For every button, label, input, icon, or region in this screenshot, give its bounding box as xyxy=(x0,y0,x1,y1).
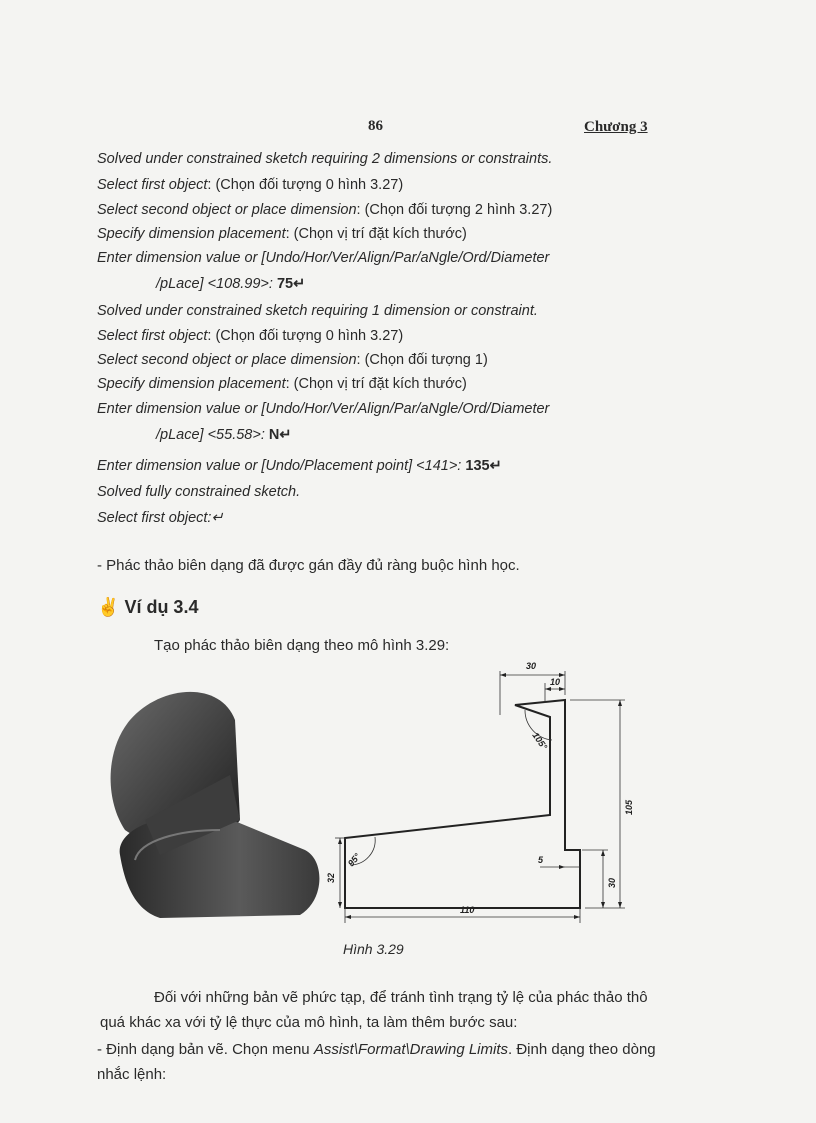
command-line: Solved under constrained sketch requiring 1 dimension or constraint. xyxy=(97,303,538,319)
command-line: Select first object:↵ xyxy=(97,510,224,526)
dim-30-bottom: 30 xyxy=(607,877,617,888)
dim-angle-105: 105° xyxy=(530,730,550,752)
dim-110: 110 xyxy=(460,905,475,915)
dim-32: 32 xyxy=(326,872,336,883)
command-line: Select first object: (Chọn đối tượng 0 hình 3.27) xyxy=(97,177,404,193)
command-line: Specify dimension placement: (Chọn vị trí đặt kích thước) xyxy=(97,376,467,392)
paragraph-menu: - Định dạng bản vẽ. Chọn menu Assist\Format\Drawing Limits. Định dạng theo dòng nhắc lệnh: xyxy=(97,1041,656,1083)
paragraph: Đối với những bản vẽ phức tạp, để tránh tình trạng tỷ lệ của phác thảo thô quá khác xa với tỷ lệ thực của mô hình, ta làm thêm bước sau: xyxy=(100,989,648,1031)
hand-icon: ✌ xyxy=(97,597,120,617)
dim-10: 10 xyxy=(550,677,561,687)
command-line: /pLace] <55.58>: N↵ xyxy=(156,427,292,443)
command-line: Solved under constrained sketch requiring 2 dimensions or constraints. xyxy=(97,151,553,167)
chapter-title: Chương 3 xyxy=(584,119,648,135)
command-line: Select second object or place dimension: (Chọn đối tượng 1) xyxy=(97,352,488,368)
example-heading: ✌ Ví dụ 3.4 xyxy=(97,597,199,617)
dim-30: 30 xyxy=(526,661,537,671)
dim-5: 5 xyxy=(538,855,544,865)
command-line: Enter dimension value or [Undo/Placement point] <141>: 135↵ xyxy=(97,458,502,474)
command-line: Enter dimension value or [Undo/Hor/Ver/Align/Par/aNgle/Ord/Diameter xyxy=(97,401,550,417)
command-line: Solved fully constrained sketch. xyxy=(97,484,301,500)
command-line: Specify dimension placement: (Chọn vị trí đặt kích thước) xyxy=(97,226,467,242)
command-line: Select first object: (Chọn đối tượng 0 hình 3.27) xyxy=(97,328,404,344)
figure-caption: Hình 3.29 xyxy=(343,941,404,957)
dim-105: 105 xyxy=(624,799,634,815)
note-text: - Phác thảo biên dạng đã được gán đầy đủ ràng buộc hình học. xyxy=(97,557,520,574)
command-line: Enter dimension value or [Undo/Hor/Ver/Align/Par/aNgle/Ord/Diameter xyxy=(97,250,550,266)
command-line: /pLace] <108.99>: 75↵ xyxy=(156,276,306,292)
model-3d-illustration xyxy=(100,680,340,920)
dim-angle-95: 95° xyxy=(345,851,363,869)
sketch-drawing xyxy=(320,655,650,930)
example-intro: Tạo phác thảo biên dạng theo mô hình 3.29: xyxy=(154,637,450,654)
page-number: 86 xyxy=(368,118,383,134)
command-line: Select second object or place dimension: (Chọn đối tượng 2 hình 3.27) xyxy=(97,202,553,218)
